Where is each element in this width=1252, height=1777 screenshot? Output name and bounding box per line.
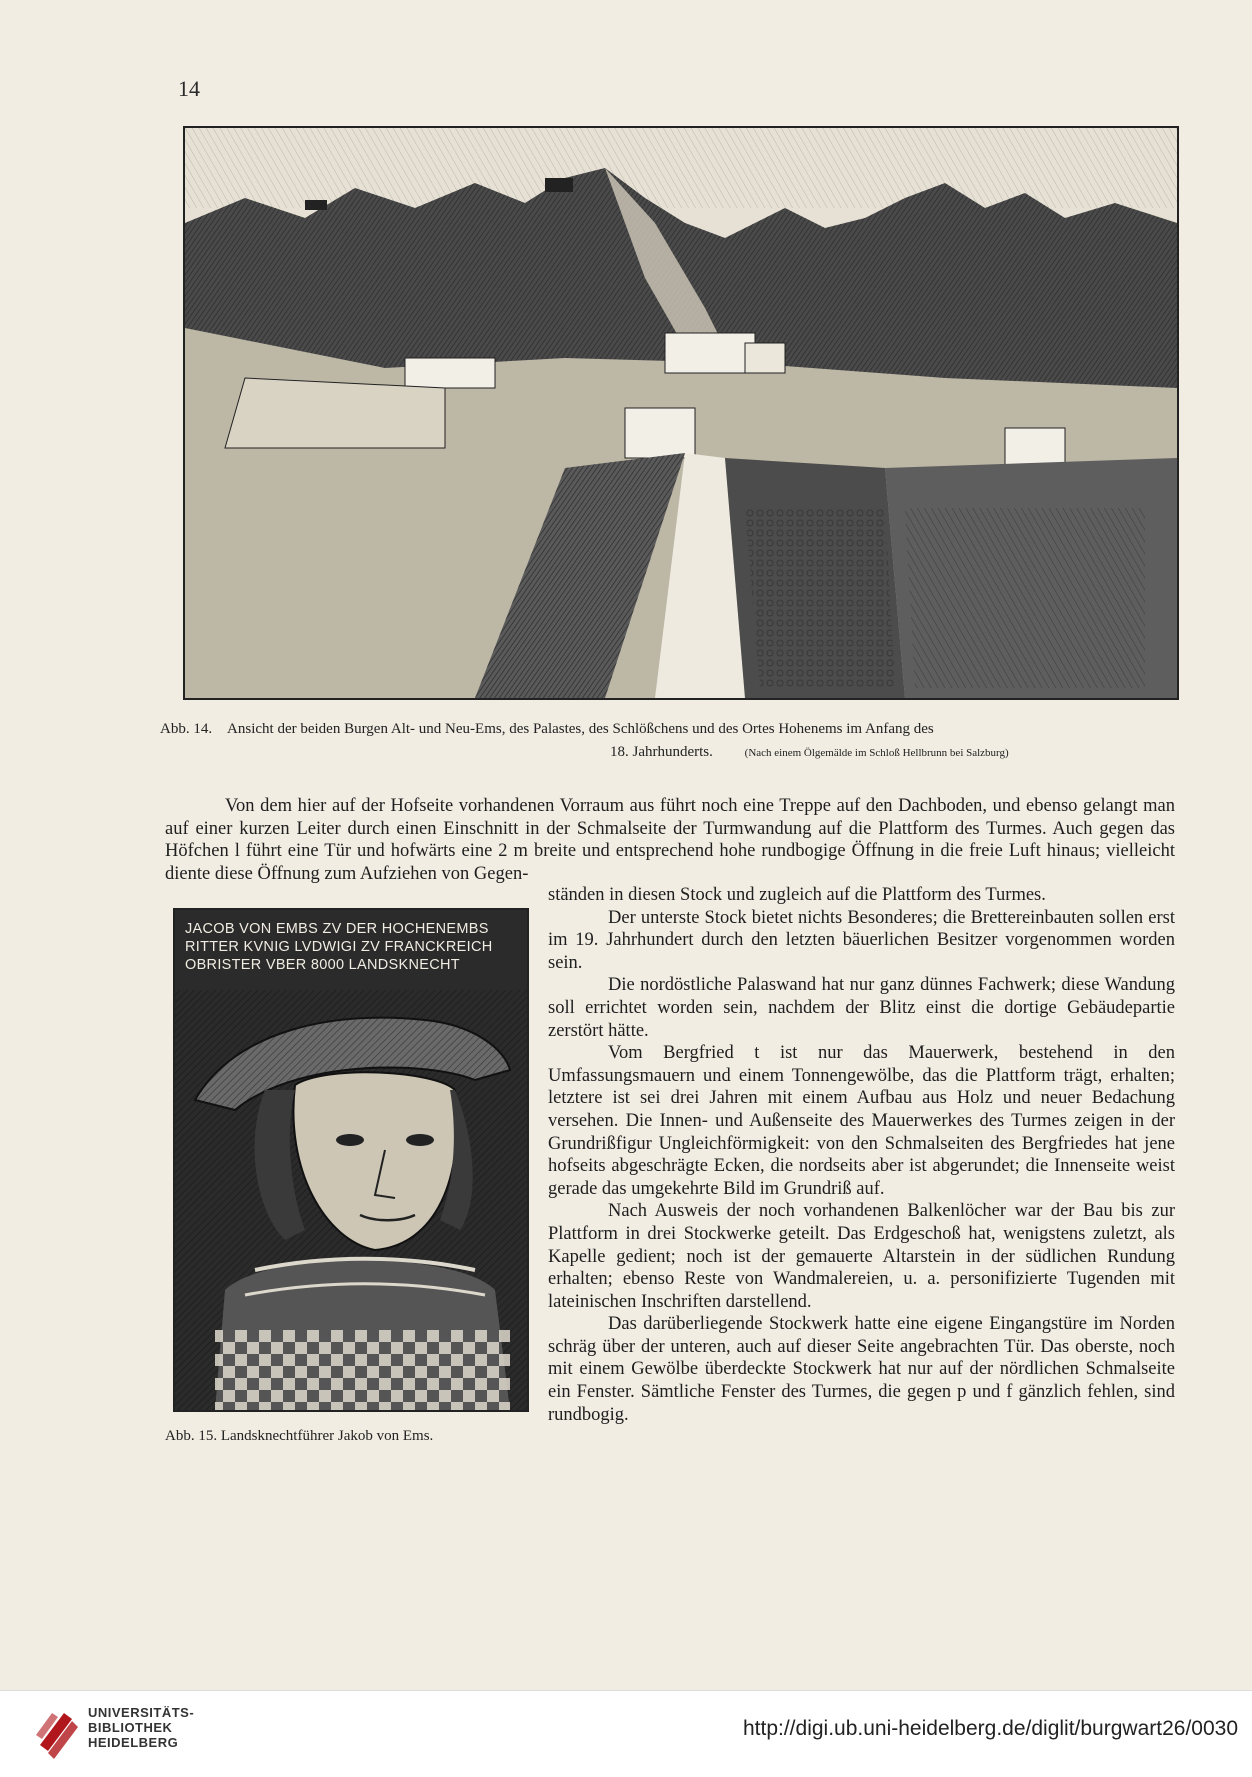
library-name-line3: HEIDELBERG bbox=[88, 1735, 179, 1750]
paragraph-continuation: ständen in diesen Stock und zugleich auf die Plattform des Turmes. bbox=[548, 885, 1046, 905]
portrait-illustration bbox=[175, 910, 527, 1410]
inscription-line1: JACOB VON EMBS ZV DER HOCHENEMBS bbox=[185, 921, 489, 937]
inscription-line2: RITTER KVNIG LVDWIGI ZV FRANCKREICH bbox=[185, 939, 493, 955]
document-url-link[interactable]: http://digi.ub.uni-heidelberg.de/diglit/burgwart26/0030 bbox=[742, 1717, 1238, 1740]
portrait-inscription bbox=[185, 920, 517, 974]
inscription-line3: OBRISTER VBER 8000 LANDSKNECHT bbox=[185, 957, 460, 973]
figure-14-caption-line2: 18. Jahrhunderts. bbox=[610, 744, 713, 760]
library-name-line1: UNIVERSITÄTS- bbox=[88, 1705, 195, 1720]
paragraph-stairs bbox=[165, 795, 1175, 885]
university-library-logo-icon[interactable] bbox=[34, 1705, 80, 1761]
paragraph-lower-floor: Der unterste Stock bietet nichts Besonderes; die Brettereinbauten sollen erst im 19. Jahrhundert durch den letzten bäuerlichen Besitzer vorgenommen worden sein. bbox=[548, 907, 1175, 973]
right-text-column bbox=[548, 884, 1175, 1426]
figure-15-caption: Abb. 15. Landsknechtführer Jakob von Ems. bbox=[165, 1428, 434, 1444]
landscape-illustration bbox=[185, 128, 1177, 698]
figure-14-caption bbox=[160, 718, 1180, 765]
figure-15-portrait bbox=[173, 908, 529, 1412]
figure-14-credit: (Nach einem Ölgemälde im Schloß Hellbrunn bei Salzburg) bbox=[744, 747, 1009, 759]
figure-14-engraving bbox=[183, 126, 1179, 700]
paragraph-palas-wall: Die nordöstliche Palaswand hat nur ganz dünnes Fachwerk; diese Wandung soll errichtet worden sein, nachdem der Blitz einst die dortige Gebäudepartie zerstört hätte. bbox=[548, 975, 1175, 1041]
paragraph-upper-floor: Das darüberliegende Stockwerk hatte eine eigene Eingangstüre im Norden schräg über der unteren, auch auf dieser Seite angebrachten Tür. Das oberste, noch mit einem Gewölbe überdeckte Stockwerk hat nur auf der nördlichen Schmalseite ein Fenster. Sämtliche Fenster des Turmes, die gegen p und f gänzlich fehlen, sind rundbogig. bbox=[548, 1314, 1175, 1425]
library-name[interactable] bbox=[88, 1705, 194, 1750]
figure-14-caption-line1: Ansicht der beiden Burgen Alt- und Neu-Ems, des Palastes, des Schlößchens und des Ortes Hohenems im Anfang des bbox=[227, 721, 934, 737]
figure-14-label: Abb. 14. bbox=[160, 721, 213, 737]
page-number: 14 bbox=[178, 76, 200, 101]
paragraph-floors: Nach Ausweis der noch vorhandenen Balkenlöcher war der Bau bis zur Plattform in drei Stockwerke geteilt. Das Erdgeschoß hat, wenigstens zuletzt, als Kapelle gedient; noch ist der gemauerte Altarstein in der südlichen Rundung erhalten; ebenso Reste von Wandmalereien, u. a. personifizierte Tugenden mit lateinischen Inschriften darstellend. bbox=[548, 1201, 1175, 1312]
paragraph-full-width: Von dem hier auf der Hofseite vorhandenen Vorraum aus führt noch eine Treppe auf den Dachboden, und ebenso gelangt man auf einer kurzen Leiter durch einen Einschnitt in der Schmalseite der Turmwandung auf die Plattform des Turmes. Auch gegen das Höfchen l führt eine Tür und hofwärts eine 2 m breite und entsprechend hohe rundbogige Öffnung in die freie Luft hinaus; vielleicht diente diese Öffnung zum Aufziehen von Gegen- bbox=[165, 796, 1175, 884]
library-name-line2: BIBLIOTHEK bbox=[88, 1720, 173, 1735]
paragraph-bergfried: Vom Bergfried t ist nur das Mauerwerk, bestehend in den Umfassungsmauern und einem Tonnengewölbe, das die Plattform trägt, erhalten; letztere ist sei drei Jahren mit einem Aufbau aus Holz und neuer Bedachung versehen. Die Innen- und Außenseite des Mauerwerkes des Turmes zeigen in der Grundrißfigur Ungleichförmigkeit: von den Schmalseiten des Bergfriedes hat jene hofseits abgeschrägte Ecken, die nordseits aber ist abgerundet; die Innenseite weist gerade das umgekehrte Bild im Grundriß auf. bbox=[548, 1043, 1175, 1199]
viewer-footer bbox=[0, 1690, 1252, 1777]
